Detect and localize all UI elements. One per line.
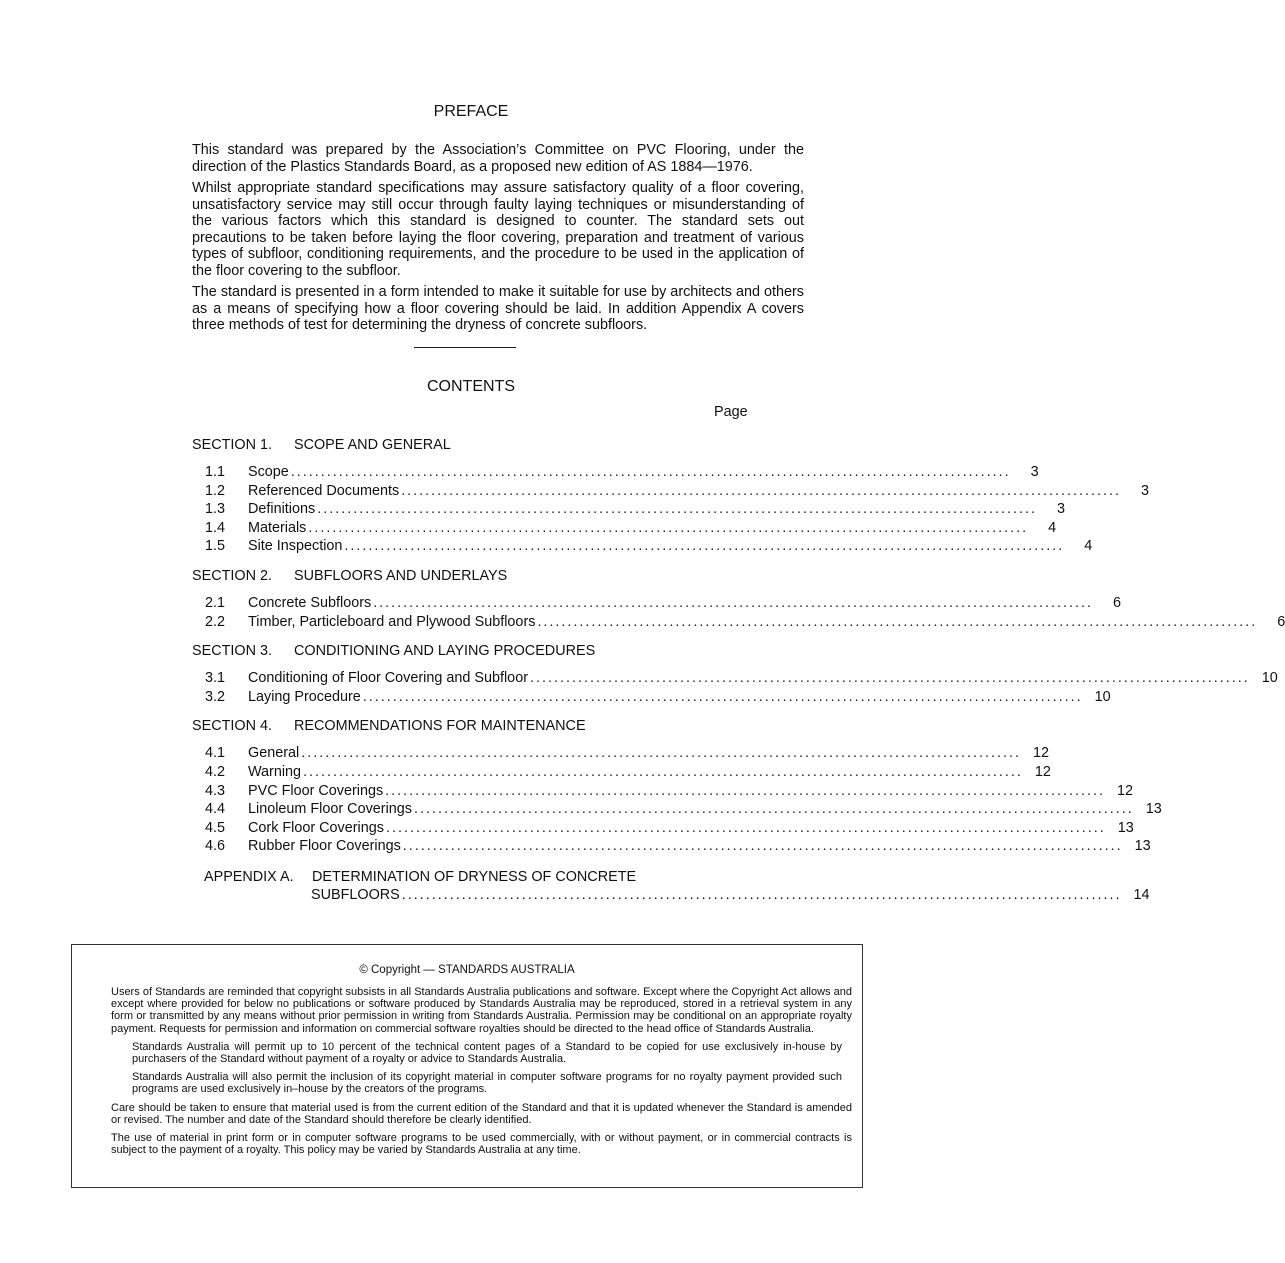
toc-entry[interactable] — [192, 744, 1049, 763]
toc-entry-number: 1.5 — [205, 538, 226, 555]
section-divider — [414, 347, 516, 348]
toc-entry[interactable] — [192, 594, 1121, 613]
toc-section-title: SUBFLOORS AND UNDERLAYS — [294, 567, 508, 584]
toc-entry[interactable] — [192, 463, 1039, 482]
copyright-paragraph: Standards Australia will permit up to 10 percent of the technical content pages of a Standard to be copied for use exclusively in-house by purchasers of the Standard without payment of a royalty or advice to Standards Australia. — [132, 1040, 842, 1066]
toc-section — [192, 642, 1278, 706]
copyright-notice — [71, 944, 863, 1188]
toc-entry-number: 1.4 — [205, 519, 226, 536]
toc-entry-page: 3 — [1056, 501, 1065, 518]
toc-entry-title: Referenced Documents — [248, 482, 400, 499]
toc-section-title: CONDITIONING AND LAYING PROCEDURES — [294, 643, 596, 660]
toc-section — [192, 567, 1285, 631]
toc-entry-title: Laying Procedure — [248, 688, 361, 705]
toc-appendix-number: APPENDIX A. — [204, 868, 294, 885]
table-of-contents — [192, 436, 1285, 904]
leader-dots: ........................................................................................................................ — [385, 782, 1105, 799]
toc-entry[interactable] — [192, 537, 1093, 556]
toc-entry-title: Concrete Subfloors — [248, 594, 372, 611]
toc-entry-title: PVC Floor Coverings — [248, 782, 384, 799]
toc-appendix-title-continued: SUBFLOORS — [311, 886, 400, 903]
toc-section-number: SECTION 1. — [192, 437, 272, 453]
toc-section-title: SCOPE AND GENERAL — [294, 437, 451, 453]
page-column-label: Page — [714, 404, 748, 420]
toc-entry-number: 4.6 — [205, 838, 226, 855]
leader-dots: ........................................................................................................................ — [362, 688, 1083, 705]
toc-entry-page: 4 — [1084, 538, 1093, 555]
leader-dots: ........................................................................................................................ — [401, 886, 1122, 903]
toc-entry-number: 2.2 — [205, 613, 226, 630]
toc-entry-page: 13 — [1134, 838, 1151, 855]
toc-entry-title: Definitions — [248, 501, 316, 518]
toc-entry[interactable] — [192, 819, 1134, 838]
toc-entry[interactable] — [192, 763, 1051, 782]
toc-entry-page: 3 — [1030, 464, 1039, 480]
preface-paragraph: This standard was prepared by the Association’s Committee on PVC Flooring, under the direction of the Plastics Standards Board, as a proposed new edition of AS 1884—1976. — [192, 142, 804, 175]
leader-dots: ........................................................................................................................ — [308, 519, 1029, 536]
leader-dots: ........................................................................................................................ — [373, 594, 1093, 611]
toc-entry-title: Warning — [248, 763, 302, 780]
toc-entry[interactable] — [192, 500, 1065, 519]
toc-entry-page: 13 — [1145, 801, 1162, 818]
leader-dots: ........................................................................................................................ — [530, 670, 1250, 687]
copyright-paragraph: Care should be taken to ensure that material used is from the current edition of the Standard and that it is updated whenever the Standard is amended or revised. The number and date of the Standard should therefore be clearly identified. — [111, 1101, 852, 1126]
leader-dots: ........................................................................................................................ — [401, 482, 1121, 499]
toc-entry-page: 13 — [1117, 819, 1134, 836]
preface-paragraph: The standard is presented in a form intended to make it suitable for use by architects and others as a means of specifying how a floor covering should be laid. In addition Appendix A covers three methods of test for determining the dryness of concrete subfloors. — [192, 284, 804, 333]
toc-entry[interactable] — [192, 688, 1111, 707]
toc-entry[interactable] — [192, 800, 1162, 819]
leader-dots: ........................................................................................................................ — [301, 745, 1021, 762]
toc-entry-page: 6 — [1112, 594, 1121, 611]
toc-entry-number: 4.1 — [205, 745, 226, 762]
toc-section-heading — [192, 567, 762, 585]
toc-appendix-heading — [204, 868, 762, 886]
toc-section — [192, 717, 1162, 856]
toc-entry[interactable] — [192, 519, 1057, 538]
contents-heading: CONTENTS — [427, 378, 515, 395]
toc-entry-number: 4.2 — [205, 763, 226, 780]
toc-entry-page: 12 — [1032, 745, 1049, 762]
toc-entry-title: Timber, Particleboard and Plywood Subfloors — [248, 613, 536, 630]
toc-section-heading — [192, 642, 762, 660]
toc-appendix[interactable] — [192, 868, 1150, 904]
toc-entry-title: Linoleum Floor Coverings — [248, 801, 412, 818]
toc-entry-title: Scope — [248, 464, 289, 480]
toc-appendix-page: 14 — [1133, 886, 1150, 903]
leader-dots: ........................................................................................................................ — [413, 801, 1134, 818]
toc-entry-title: Rubber Floor Coverings — [248, 838, 401, 855]
toc-entry[interactable] — [192, 613, 1285, 632]
toc-entry-title: Cork Floor Coverings — [248, 819, 384, 836]
leader-dots: ........................................................................................................................ — [344, 538, 1065, 555]
toc-entry-number: 2.1 — [205, 594, 226, 611]
toc-entry-page: 4 — [1048, 519, 1057, 536]
leader-dots: ........................................................................................................................ — [290, 464, 1011, 480]
copyright-body — [111, 986, 852, 1162]
toc-entry-page: 12 — [1116, 782, 1133, 799]
copyright-paragraph: The use of material in print form or in computer software programs to be used commercially, with or without payment, or in commercial contracts is subject to the payment of a royalty. This policy may be varied by Standards Australia at any time. — [111, 1132, 852, 1157]
toc-entry-number: 1.3 — [205, 501, 226, 518]
leader-dots: ........................................................................................................................ — [303, 763, 1023, 780]
copyright-paragraph: Users of Standards are reminded that copyright subsists in all Standards Australia publications and software. Except where the Copyright Act allows and except where provided for below no publications or software produced by Standards Australia may be reproduced, stored in a retrieval system in any form or transmitted by any means without prior permission in writing from Standards Australia. Permission may be conditional on an appropriate royalty payment. Requests for permission and information on commercial software royalties should be directed to the head office of Standards Australia. — [111, 986, 852, 1035]
toc-entry-title: Materials — [248, 519, 307, 536]
leader-dots: ........................................................................................................................ — [317, 501, 1037, 518]
toc-section — [192, 436, 1149, 556]
toc-appendix-title: DETERMINATION OF DRYNESS OF CONCRETE — [312, 868, 637, 885]
toc-section-heading — [192, 436, 762, 454]
toc-entry-title: Conditioning of Floor Covering and Subfloor — [248, 670, 528, 687]
preface-heading: PREFACE — [433, 103, 509, 120]
toc-section-number: SECTION 3. — [192, 643, 272, 660]
toc-entry-number: 4.3 — [205, 782, 226, 799]
leader-dots: ........................................................................................................................ — [402, 838, 1123, 855]
toc-entry-number: 3.2 — [205, 688, 226, 705]
toc-entry-page: 12 — [1034, 763, 1051, 780]
toc-entry-number: 1.1 — [205, 464, 226, 480]
toc-entry-number: 4.5 — [205, 819, 226, 836]
leader-dots: ........................................................................................................................ — [537, 613, 1258, 630]
toc-section-title: RECOMMENDATIONS FOR MAINTENANCE — [294, 718, 586, 735]
toc-entry-page: 10 — [1261, 670, 1278, 687]
toc-entry-title: Site Inspection — [248, 538, 343, 555]
toc-entry-number: 1.2 — [205, 482, 226, 499]
toc-entry-page: 3 — [1140, 482, 1149, 499]
toc-entry-page: 6 — [1277, 613, 1285, 630]
copyright-heading: © Copyright — STANDARDS AUSTRALIA — [359, 964, 575, 976]
toc-entry[interactable] — [192, 782, 1133, 801]
copyright-paragraph: Standards Australia will also permit the inclusion of its copyright material in computer software programs for no royalty payment provided such programs are used exclusively in–house by the creators of the programs. — [132, 1071, 842, 1096]
toc-section-heading — [192, 717, 762, 735]
preface-paragraph: Whilst appropriate standard specifications may assure satisfactory quality of a floor covering, unsatisfactory service may still occur through faulty laying techniques or misunderstanding of the various factors which this standard is designed to counter. The standard sets out precautions to be taken before laying the floor covering, preparation and treatment of various types of subfloor, conditioning requirements, and the procedure to be used in the application of the floor covering to the subfloor. — [192, 180, 804, 279]
toc-entry-number: 3.1 — [205, 670, 226, 687]
toc-entry-number: 4.4 — [205, 801, 226, 818]
toc-section-number: SECTION 4. — [192, 718, 272, 735]
preface-body — [192, 142, 804, 339]
toc-section-number: SECTION 2. — [192, 567, 272, 584]
toc-entry-title: General — [248, 745, 300, 762]
toc-entry-page: 10 — [1094, 688, 1111, 705]
leader-dots: ........................................................................................................................ — [385, 819, 1106, 836]
toc-entry[interactable] — [192, 669, 1278, 688]
toc-entry[interactable] — [192, 482, 1149, 501]
toc-appendix-continuation — [204, 886, 1150, 904]
toc-entry[interactable] — [192, 837, 1151, 856]
